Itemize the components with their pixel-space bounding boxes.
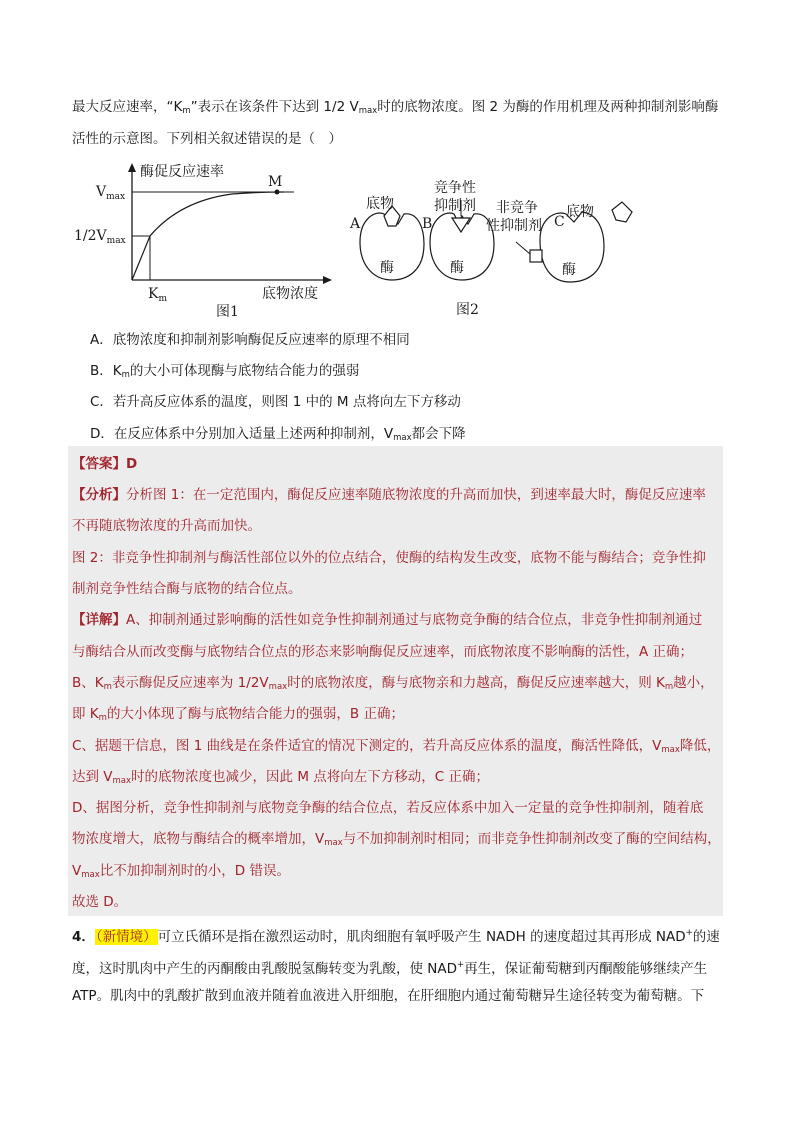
analysis-line-4: 制剂竞争性结合酶与底物的结合位点。 xyxy=(72,581,302,597)
km-label: $K_m$ xyxy=(148,286,168,304)
conclusion-line: 故选 D。 xyxy=(72,894,128,910)
option-a: A．底物浓度和抑制剂影响酶促反应速率的原理不相同 xyxy=(90,332,410,348)
label-a: A xyxy=(350,216,361,232)
competitive-label-2: 抑制剂 xyxy=(434,198,476,214)
new-context-badge: （新情境） xyxy=(95,929,157,945)
detail-line-d3: $V_{max}$比不加抑制剂时的小，D 错误。 xyxy=(72,863,290,880)
enzyme-a-label: 酶 xyxy=(380,260,394,276)
option-d: D．在反应体系中分别加入适量上述两种抑制剂，$V_{max}$都会下降 xyxy=(90,426,466,443)
intro-text: ”表示在该条件下达到 1/2 V xyxy=(190,99,359,115)
analysis-line-1: 【分析】分析图 1：在一定范围内，酶促反应速率随底物浓度的升高而加快，到速率最大时，酶促反应速率 xyxy=(72,487,706,503)
detail-line-b2: 即 $K_m$的大小体现了酶与底物结合能力的强弱，B 正确； xyxy=(72,706,404,723)
detail-line-d1: D、据图分析，竞争性抑制剂与底物竞争酶的结合位点，若反应体系中加入一定量的竞争性抑制剂，随着底 xyxy=(72,800,704,816)
detail-line-d2: 物浓度增大，底物与酶结合的概率增加，$V_{max}$与不加抑制剂时相同；而非竞争性抑制剂改变了酶的空间结构， xyxy=(72,831,721,848)
competitive-label-1: 竞争性 xyxy=(434,180,476,196)
m-label: M xyxy=(268,174,283,190)
substrate-a-label: 底物 xyxy=(366,196,394,212)
x-axis-label: 底物浓度 xyxy=(262,286,318,302)
figure-1-enzyme-rate-graph xyxy=(72,160,342,320)
x-axis-arrow xyxy=(323,276,332,284)
question-intro-line-1 xyxy=(72,97,718,121)
label-b: B xyxy=(422,216,433,232)
y-axis-label: 酶促反应速率 xyxy=(140,164,224,180)
answer-value: D xyxy=(126,456,138,472)
option-b: B．$K_m$的大小可体现酶与底物结合能力的强弱 xyxy=(90,363,360,380)
substrate-c-shape xyxy=(612,202,632,222)
figure-1-caption: 图1 xyxy=(216,304,239,320)
vmax-label: $V_{max}$ xyxy=(96,184,126,202)
vmax-subscript: max xyxy=(358,106,378,116)
detail-line-a2: 与酶结合从而改变酶与底物结合位点的形态来影响酶促反应速率，而底物浓度不影响酶的活性，A 正确； xyxy=(72,644,694,660)
option-c: C．若升高反应体系的温度，则图 1 中的 M 点将向左下方移动 xyxy=(90,394,461,410)
noncompetitive-label-2: 性抑制剂 xyxy=(486,218,542,234)
substrate-c-label: 底物 xyxy=(566,204,594,220)
noncompetitive-label-1: 非竞争 xyxy=(496,200,538,216)
half-vmax-label: $1/2V_{max}$ xyxy=(74,228,126,246)
point-m xyxy=(275,190,280,195)
question-4-line-1: 4．（新情境）可立氏循环是指在激烈运动时，肌肉细胞有氧呼吸产生 NADH 的速度超过其再形成 NAD+的速 xyxy=(72,928,720,945)
detail-line-c1: C、据题干信息，图 1 曲线是在条件适宜的情况下测定的，若升高反应体系的温度，酶活性降低，$V_{max}$降低， xyxy=(72,738,721,755)
rate-curve xyxy=(132,192,284,280)
y-axis-arrow xyxy=(128,163,136,172)
answer-line xyxy=(72,454,137,474)
enzyme-c-label: 酶 xyxy=(562,262,576,278)
question-4-line-2: 度，这时肌肉中产生的丙酮酸由乳酸脱氢酶转变为乳酸，使 NAD+再生，保证葡萄糖到丙酮酸能够继续产生 xyxy=(72,960,708,977)
question-4-line-3: ATP。肌肉中的乳酸扩散到血液并随着血液进入肝细胞，在肝细胞内通过葡萄糖异生途径转变为葡萄糖。下 xyxy=(72,988,705,1004)
question-number: 4． xyxy=(72,929,95,945)
enzyme-b-label: 酶 xyxy=(450,260,464,276)
detail-line-b1: B、$K_m$表示酶促反应速率为 $1/2V_{max}$时的底物浓度，酶与底物亲和力越高，酶促反应速率越大，则 $K_m$越小， xyxy=(72,675,714,692)
analysis-line-2: 不再随底物浓度的升高而加快。 xyxy=(72,518,261,534)
intro-text: 时的底物浓度。图 2 为酶的作用机理及两种抑制剂影响酶 xyxy=(377,99,719,115)
label-c: C xyxy=(554,214,565,230)
answer-tag: 【答案】 xyxy=(72,456,126,472)
km-subscript: m xyxy=(182,106,191,116)
figure-2-caption: 图2 xyxy=(456,302,479,318)
intro-text: 最大反应速率，“K xyxy=(72,99,183,115)
noncompetitive-arrow xyxy=(516,242,530,254)
analysis-line-3: 图 2：非竞争性抑制剂与酶活性部位以外的位点结合，使酶的结构发生改变，底物不能与酶结合；竞争性抑 xyxy=(72,550,706,566)
figure-2-enzyme-inhibitor-diagram xyxy=(346,180,646,322)
detail-line-a1: 【详解】A、抑制剂通过影响酶的活性如竞争性抑制剂通过与底物竞争酶的结合位点，非竞争性抑制剂通过 xyxy=(72,612,703,628)
detail-line-c2: 达到 $V_{max}$时的底物浓度也减少，因此 M 点将向左下方移动，C 正确； xyxy=(72,769,490,786)
noncompetitive-inhibitor-shape xyxy=(530,250,542,262)
question-intro-line-2: 活性的示意图。下列相关叙述错误的是（ ） xyxy=(72,131,342,147)
